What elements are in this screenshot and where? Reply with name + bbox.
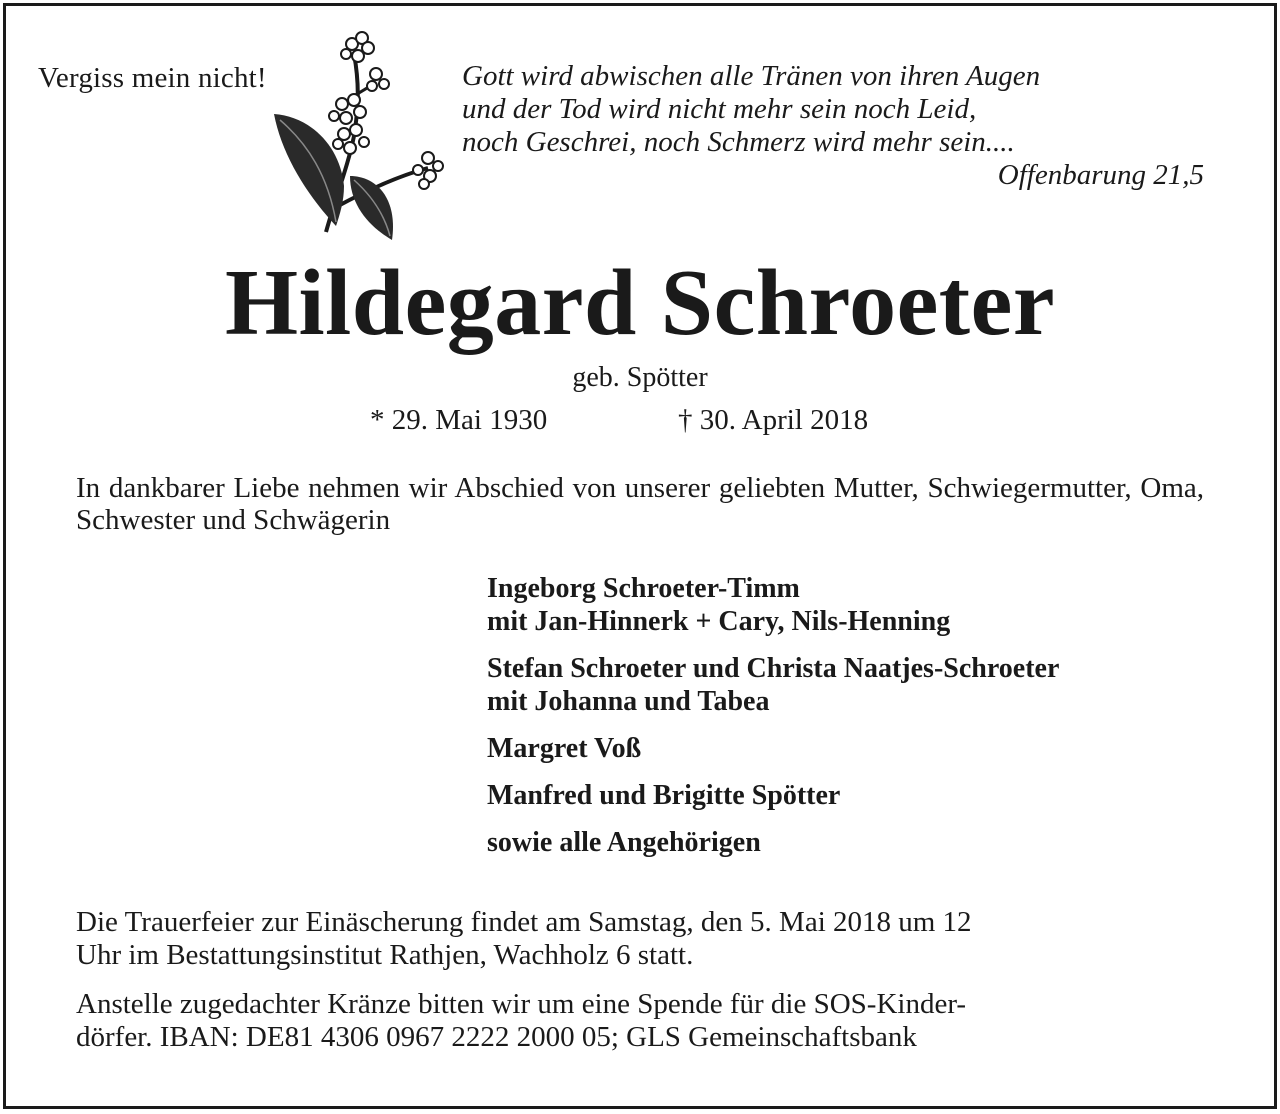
maiden-name: geb. Spötter [572,362,708,393]
family-list [487,572,1227,873]
verse-line: noch Geschrei, noch Schmerz wird mehr sein.... [462,126,1015,158]
donation-line: Anstelle zugedachter Kränze bitten wir um eine Spende für die SOS-Kinder- [76,988,967,1020]
family-line: Stefan Schroeter und Christa Naatjes-Schroeter [487,653,1060,684]
bible-verse [462,60,1204,192]
verse-reference: Offenbarung 21,5 [997,159,1204,191]
funeral-service-text [76,906,1204,972]
family-entry [487,572,1227,638]
verse-line: Gott wird abwischen alle Tränen von ihren Augen [462,60,1041,92]
motto-text: Vergiss mein nicht! [38,62,267,94]
deceased-name: Hildegard Schroeter [224,251,1056,355]
service-line: Die Trauerfeier zur Einäscherung findet am Samstag, den 5. Mai 2018 um 12 [76,906,972,938]
service-line: Uhr im Bestattungsinstitut Rathjen, Wachholz 6 statt. [76,939,694,971]
family-entry [487,652,1227,718]
birth-date: * 29. Mai 1930 [370,404,548,436]
intro-text: In dankbarer Liebe nehmen wir Abschied von unserer geliebten Mutter, Schwiegermutter, Oma, Schwester und Schwägerin [76,472,1204,536]
death-date: † 30. April 2018 [678,404,869,436]
family-line: sowie alle Angehörigen [487,827,761,858]
family-entry [487,826,1227,859]
family-line: Manfred und Brigitte Spötter [487,780,841,811]
family-line: mit Jan-Hinnerk + Cary, Nils-Henning [487,606,951,637]
donation-text [76,988,1204,1054]
family-entry [487,732,1227,765]
family-entry [487,779,1227,812]
family-line: mit Johanna und Tabea [487,686,770,717]
verse-line: und der Tod wird nicht mehr sein noch Leid, [462,93,977,125]
family-line: Margret Voß [487,733,642,764]
family-line: Ingeborg Schroeter-Timm [487,573,800,604]
donation-line: dörfer. IBAN: DE81 4306 0967 2222 2000 05; GLS Gemeinschaftsbank [76,1021,917,1053]
forget-me-not-icon [268,26,458,244]
